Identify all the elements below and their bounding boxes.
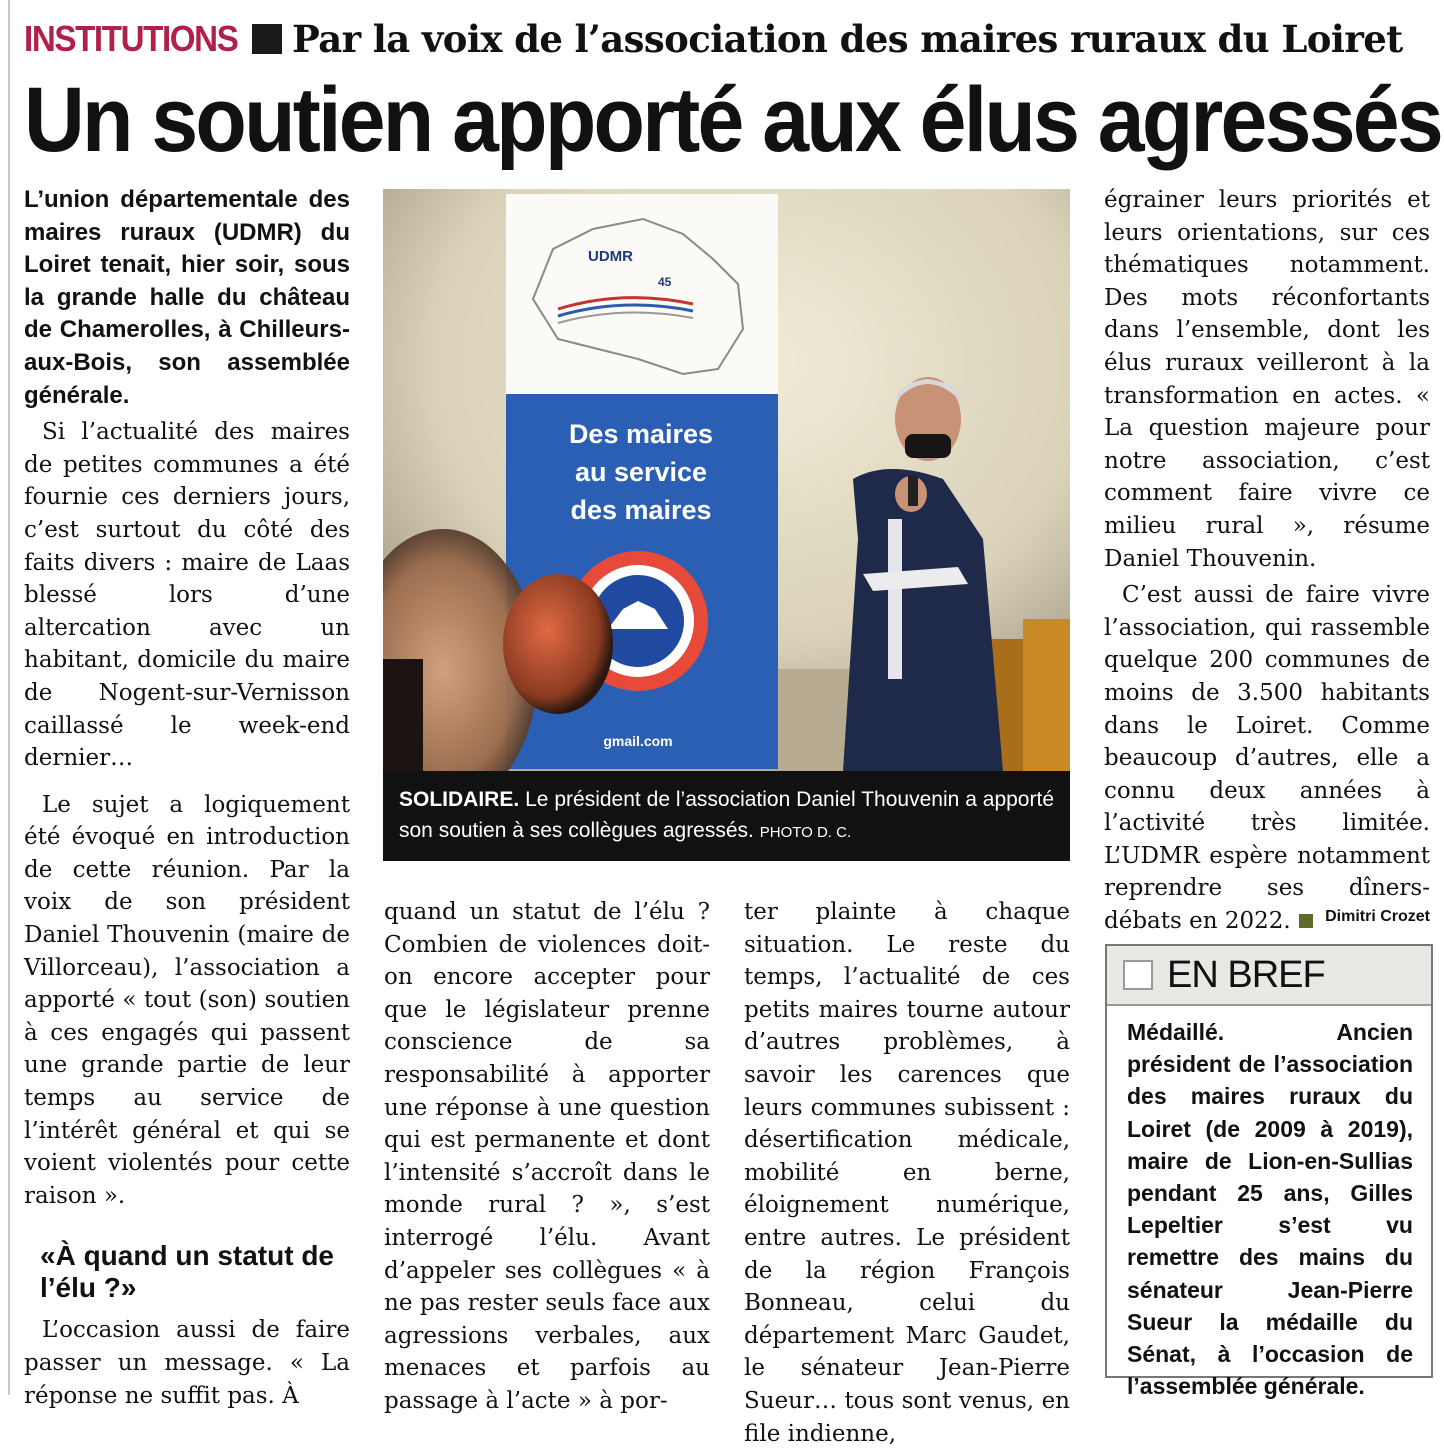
column-4 — [1104, 184, 1430, 938]
box-square-icon — [1123, 960, 1153, 990]
body-paragraph-7 — [1104, 579, 1430, 938]
end-mark-icon — [1299, 914, 1313, 928]
separator-square-icon — [252, 24, 282, 54]
caption-text: Le président de l’association Daniel Thouvenin a apporté son soutien à ses collègues agressés. — [399, 788, 1054, 842]
caption-lead: SOLIDAIRE. — [399, 788, 520, 811]
body-paragraph-2: Le sujet a logiquement été évoqué en introduction de cette réunion. Par la voix de son président Daniel Thouvenin (maire de Villorceau), l’association a apporté « tout (son) soutien à ces engagés qui passent une grande partie de leur temps au service de l’intérêt général et qui se voient violentés pour cette raison ». — [24, 791, 350, 1209]
body-paragraph-3: L’occasion aussi de faire passer un message. « La réponse ne suffit pas. À — [24, 1317, 350, 1409]
body-paragraph-6: égrainer leurs priorités et leurs orientations, sur ces thématiques notamment. Des mots réconfortants dans l’ensemble, dont les élus ruraux veilleront à la transformation en actes. « La question majeure pour notre association, c’est comment faire vivre ce milieu rural », résume Daniel Thouvenin. — [1104, 187, 1430, 572]
body-paragraph-5: ter plainte à chaque situation. Le reste du temps, l’actualité de ces petits maires tourne autour d’autres problèmes, à savoir les carences que leurs communes subissent : désertification médicale, mobilité en berne, éloignement numérique, entre autres. Le président de la région François Bonneau, celui du département Marc Gaudet, le sénateur Jean-Pierre Sueur… tous sont venus, en file indienne, — [744, 899, 1070, 1447]
column-2 — [384, 896, 710, 1418]
byline: Dimitri Crozet — [1325, 908, 1430, 925]
article-headline: Un soutien apporté aux élus agressés — [24, 69, 1441, 171]
en-bref-body — [1107, 1006, 1431, 1402]
kicker-subtitle: Par la voix de l’association des maires ruraux du Loiret — [292, 17, 1403, 61]
photo-caption — [399, 784, 1054, 848]
section-rubric: INSTITUTIONS — [24, 18, 238, 59]
lead-paragraph: L’union départementale des maires ruraux (UDMR) du Loiret tenait, hier soir, sous la grande halle du château de Chamerolles, à Chilleurs-aux-Bois, son assemblée générale. — [24, 186, 350, 409]
page-left-rule — [8, 0, 10, 1395]
en-bref-box — [1105, 944, 1433, 1400]
banner-line-3: des maires — [570, 495, 712, 525]
banner-line-1: Des maires — [568, 419, 714, 449]
en-bref-text: Ancien président de l’association des maires ruraux du Loiret (de 2009 à 2019), maire de Lion-en-Sullias pendant 25 ans, Gilles Lepeltier s’est vu remettre des mains du sénateur Jean-Pierre Sueur la médaille du Sénat, à l’occasion de l’assemblée générale. — [1127, 1019, 1413, 1400]
en-bref-title: EN BREF — [1167, 953, 1325, 996]
banner-number: 45 — [658, 275, 672, 289]
column-3 — [744, 896, 1070, 1450]
photo-credit: PHOTO D. C. — [759, 824, 852, 841]
body-paragraph-4: quand un statut de l’élu ? Combien de violences doit-on encore accepter pour que le législateur prenne conscience de sa responsabilité à apporter une réponse à une question qui est permanente et dont l’intensité s’accroît dans le monde rural ? », s’est interrogé l’élu. Avant d’appeler ses collègues « à ne pas rester seuls face aux agressions verbales, aux menaces et parfois au passage à l’acte » à por- — [384, 899, 710, 1414]
banner-email: gmail.com — [603, 733, 673, 749]
article-photo — [383, 189, 1070, 771]
column-1 — [24, 184, 350, 1412]
intertitle: «À quand un statut de l’élu ?» — [40, 1240, 334, 1304]
photo-block — [383, 189, 1070, 861]
body-paragraph-1: Si l’actualité des maires de petites communes a été fournie ces derniers jours, c’est surtout du côté des faits divers : maire de Laas blessé lors d’une altercation avec un habitant, domicile du maire de Nogent-sur-Vernisson caillassé le week-end dernier… — [24, 419, 350, 772]
body-paragraph-7-text: C’est aussi de faire vivre l’association, qui rassemble quelque 200 communes de moins de 3.500 habitants dans le Loiret. Comme beaucoup d’autres, elle a connu deux années à l’activité très limitée. L’UDMR espère notamment reprendre ses dîners-débats en 2022. — [1104, 582, 1430, 935]
en-bref-lead: Médaillé. — [1127, 1019, 1225, 1045]
banner-logo-text: UDMR — [588, 248, 633, 265]
kicker — [24, 14, 1403, 64]
banner-line-2: au service — [574, 457, 708, 487]
en-bref-header — [1107, 946, 1431, 1006]
